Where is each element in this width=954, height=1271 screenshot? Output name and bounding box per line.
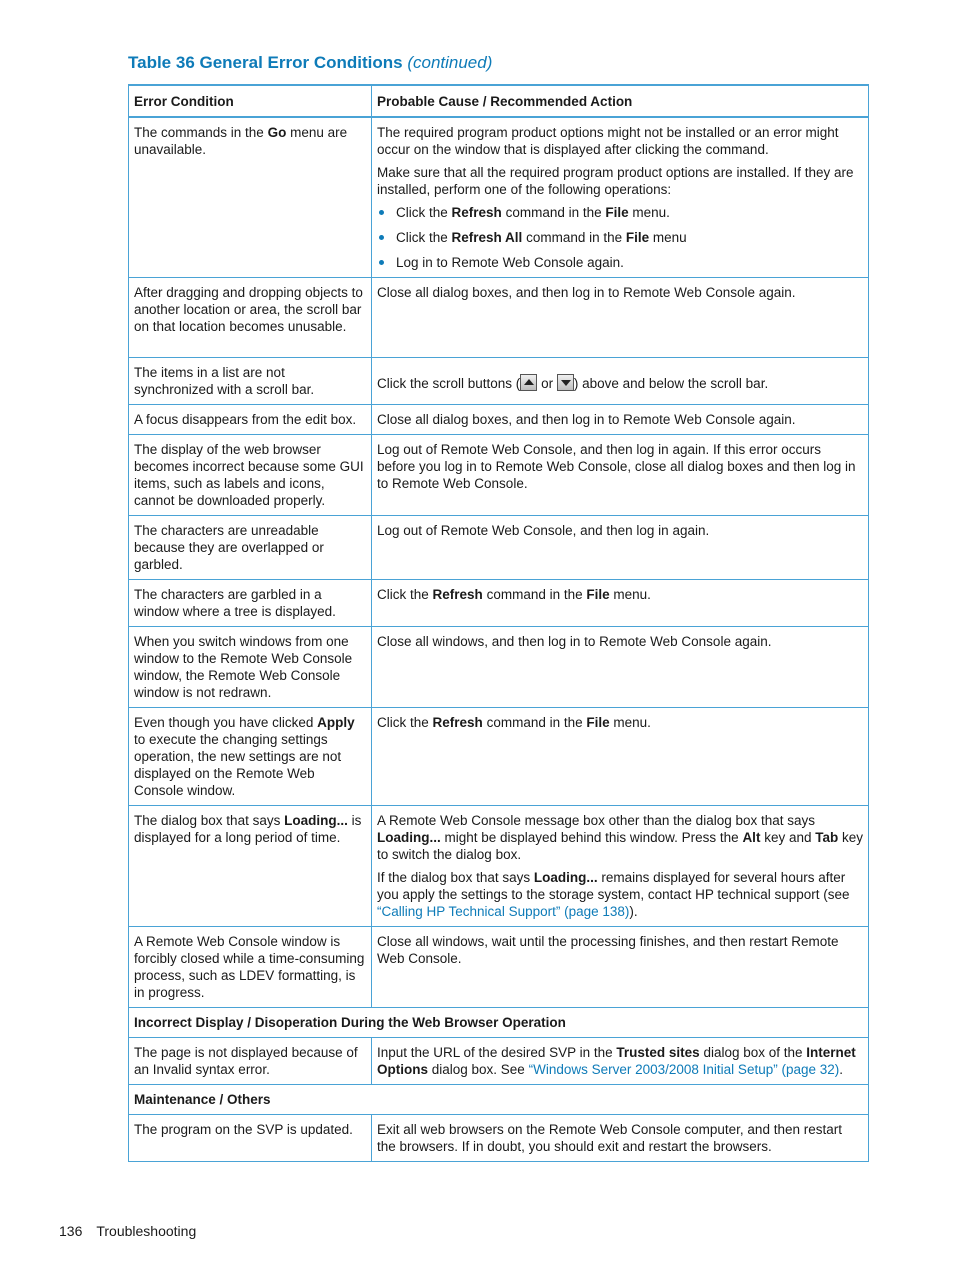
bullet-icon xyxy=(379,210,384,215)
table-row xyxy=(129,435,869,516)
text: command in the xyxy=(482,587,587,602)
section-header-maintenance: Maintenance / Others xyxy=(129,1085,869,1115)
scroll-down-button-icon xyxy=(557,374,574,391)
bullet-icon xyxy=(379,260,384,265)
menu-name: File xyxy=(605,205,629,220)
error-condition-cell: The items in a list are not synchronized with a scroll bar. xyxy=(129,358,372,405)
action-cell: Close all windows, wait until the processing finishes, and then restart Remote Web Console. xyxy=(372,927,869,1008)
table-row xyxy=(129,516,869,580)
action-cell xyxy=(372,708,869,806)
text: menu. xyxy=(609,587,651,602)
command-name: Refresh xyxy=(432,715,483,730)
text: or xyxy=(537,375,557,391)
bullet-icon xyxy=(379,235,384,240)
action-cell xyxy=(372,117,869,278)
text: Even though you have clicked xyxy=(134,715,318,730)
scroll-up-button-icon xyxy=(520,374,537,391)
action-cell: Close all dialog boxes, and then log in to Remote Web Console again. xyxy=(372,405,869,435)
action-cell: Close all dialog boxes, and then log in to Remote Web Console again. xyxy=(372,278,869,358)
text: command in the xyxy=(482,715,587,730)
table-row xyxy=(129,927,869,1008)
command-name: Refresh xyxy=(451,205,502,220)
text: A Remote Web Console message box other than the dialog box that says xyxy=(377,813,816,828)
error-condition-cell: The characters are garbled in a window where a tree is displayed. xyxy=(129,580,372,627)
text: Click the xyxy=(396,230,452,245)
dialog-name: Loading... xyxy=(533,870,598,885)
error-condition-cell: The characters are unreadable because they are overlapped or garbled. xyxy=(129,516,372,580)
text: menu. xyxy=(628,205,670,220)
text: menu. xyxy=(609,715,651,730)
text: menu xyxy=(649,230,687,245)
key-name: Tab xyxy=(815,830,839,845)
text: If the dialog box that says xyxy=(377,870,534,885)
action-cell xyxy=(372,580,869,627)
table-row xyxy=(129,1038,869,1085)
page-title xyxy=(128,53,492,73)
text: key and xyxy=(760,830,816,845)
operations-list xyxy=(377,204,863,271)
error-condition-cell: The program on the SVP is updated. xyxy=(129,1115,372,1162)
error-condition-cell: After dragging and dropping objects to another location or area, the scroll bar on that location becomes unusable. xyxy=(129,278,372,358)
list-item xyxy=(377,229,863,246)
dialog-name: Loading... xyxy=(377,830,441,845)
action-paragraph: Make sure that all the required program product options are installed. If they are installed, perform one of the following operations: xyxy=(377,165,854,197)
text: command in the xyxy=(522,230,626,245)
section-header-row xyxy=(129,1085,869,1115)
command-name: Refresh All xyxy=(451,230,523,245)
menu-name: File xyxy=(586,715,610,730)
action-cell: Log out of Remote Web Console, and then log in again. If this error occurs before you log in to Remote Web Console, close all dialog boxes and then log in to Remote Web Console. xyxy=(372,435,869,516)
header-error-condition: Error Condition xyxy=(129,85,372,117)
text: Click the scroll buttons ( xyxy=(377,375,521,391)
error-condition-cell: The display of the web browser becomes incorrect because some GUI items, such as labels and icons, cannot be downloaded properly. xyxy=(129,435,372,516)
text: . xyxy=(839,1062,844,1077)
text: ) above and below the scroll bar. xyxy=(573,375,769,391)
text: remains displayed for several hours after you apply the settings to the storage system, contact HP technical support (see xyxy=(377,870,850,902)
command-name: Refresh xyxy=(432,587,483,602)
table-row xyxy=(129,1115,869,1162)
table-title: Table 36 General Error Conditions xyxy=(128,53,403,72)
list-item xyxy=(377,254,863,271)
action-cell xyxy=(372,1038,869,1085)
table-row xyxy=(129,117,869,278)
table-row xyxy=(129,358,869,405)
action-paragraph: The required program product options might not be installed or an error might occur on the window that is displayed after clicking the command. xyxy=(377,125,839,157)
error-conditions-table xyxy=(128,84,869,1162)
key-name: Alt xyxy=(742,830,761,845)
menu-name: File xyxy=(586,587,610,602)
action-cell: Exit all web browsers on the Remote Web Console computer, and then restart the browsers. If in doubt, you should exit and restart the browsers. xyxy=(372,1115,869,1162)
text: Log in to Remote Web Console again. xyxy=(396,255,624,270)
dialog-name: Trusted sites xyxy=(616,1045,700,1060)
page-footer xyxy=(59,1223,196,1239)
error-condition-cell: When you switch windows from one window to the Remote Web Console window, the Remote Web Console window is not redrawn. xyxy=(129,627,372,708)
text: The dialog box that says xyxy=(134,813,285,828)
text: dialog box of the xyxy=(699,1045,807,1060)
dialog-name: Loading... xyxy=(284,813,348,828)
error-condition-cell: A Remote Web Console window is forcibly closed while a time-consuming process, such as LDEV formatting, is in progress. xyxy=(129,927,372,1008)
initial-setup-link[interactable]: “Windows Server 2003/2008 Initial Setup” (page 32) xyxy=(528,1062,840,1077)
table-row xyxy=(129,627,869,708)
action-paragraph xyxy=(377,812,863,863)
section-header-row xyxy=(129,1008,869,1038)
error-condition-cell: A focus disappears from the edit box. xyxy=(129,405,372,435)
list-item xyxy=(377,204,863,221)
table-header-row xyxy=(129,85,869,117)
table-row xyxy=(129,580,869,627)
error-condition-cell xyxy=(129,806,372,927)
table-row xyxy=(129,708,869,806)
action-cell: Log out of Remote Web Console, and then log in again. xyxy=(372,516,869,580)
menu-name: Go xyxy=(267,125,287,140)
text: is displayed for a long period of time. xyxy=(134,813,362,845)
footer-section: Troubleshooting xyxy=(96,1223,197,1239)
text: Click the xyxy=(377,715,433,730)
page-number: 136 xyxy=(59,1223,83,1239)
dialog-name: Internet Options xyxy=(377,1045,856,1077)
text: command in the xyxy=(501,205,606,220)
text: ). xyxy=(629,904,638,919)
text: menu are unavailable. xyxy=(134,125,348,157)
table-row xyxy=(129,278,869,358)
error-condition-cell: The page is not displayed because of an Invalid syntax error. xyxy=(129,1038,372,1085)
action-paragraph xyxy=(377,869,863,920)
button-name: Apply xyxy=(317,715,355,730)
error-condition-cell xyxy=(129,708,372,806)
table-row xyxy=(129,806,869,927)
text: to execute the changing settings operation, the new settings are not displayed on the Remote Web Console window. xyxy=(134,732,342,798)
section-header-web-browser: Incorrect Display / Disoperation During the Web Browser Operation xyxy=(129,1008,869,1038)
text: dialog box. See xyxy=(428,1062,529,1077)
error-condition-cell xyxy=(129,117,372,278)
action-cell: Close all windows, and then log in to Remote Web Console again. xyxy=(372,627,869,708)
text: Click the xyxy=(396,205,452,220)
menu-name: File xyxy=(625,230,650,245)
text: Click the xyxy=(377,587,433,602)
support-link[interactable]: “Calling HP Technical Support” (page 138) xyxy=(377,904,630,919)
header-probable-cause: Probable Cause / Recommended Action xyxy=(372,85,869,117)
text: key to switch the dialog box. xyxy=(377,830,863,862)
text: The commands in the xyxy=(134,125,268,140)
action-cell xyxy=(372,806,869,927)
action-cell xyxy=(372,358,869,405)
table-row xyxy=(129,405,869,435)
text: Input the URL of the desired SVP in the xyxy=(377,1045,617,1060)
table-title-continued: (continued) xyxy=(407,53,493,72)
text: might be displayed behind this window. Press the xyxy=(440,830,743,845)
